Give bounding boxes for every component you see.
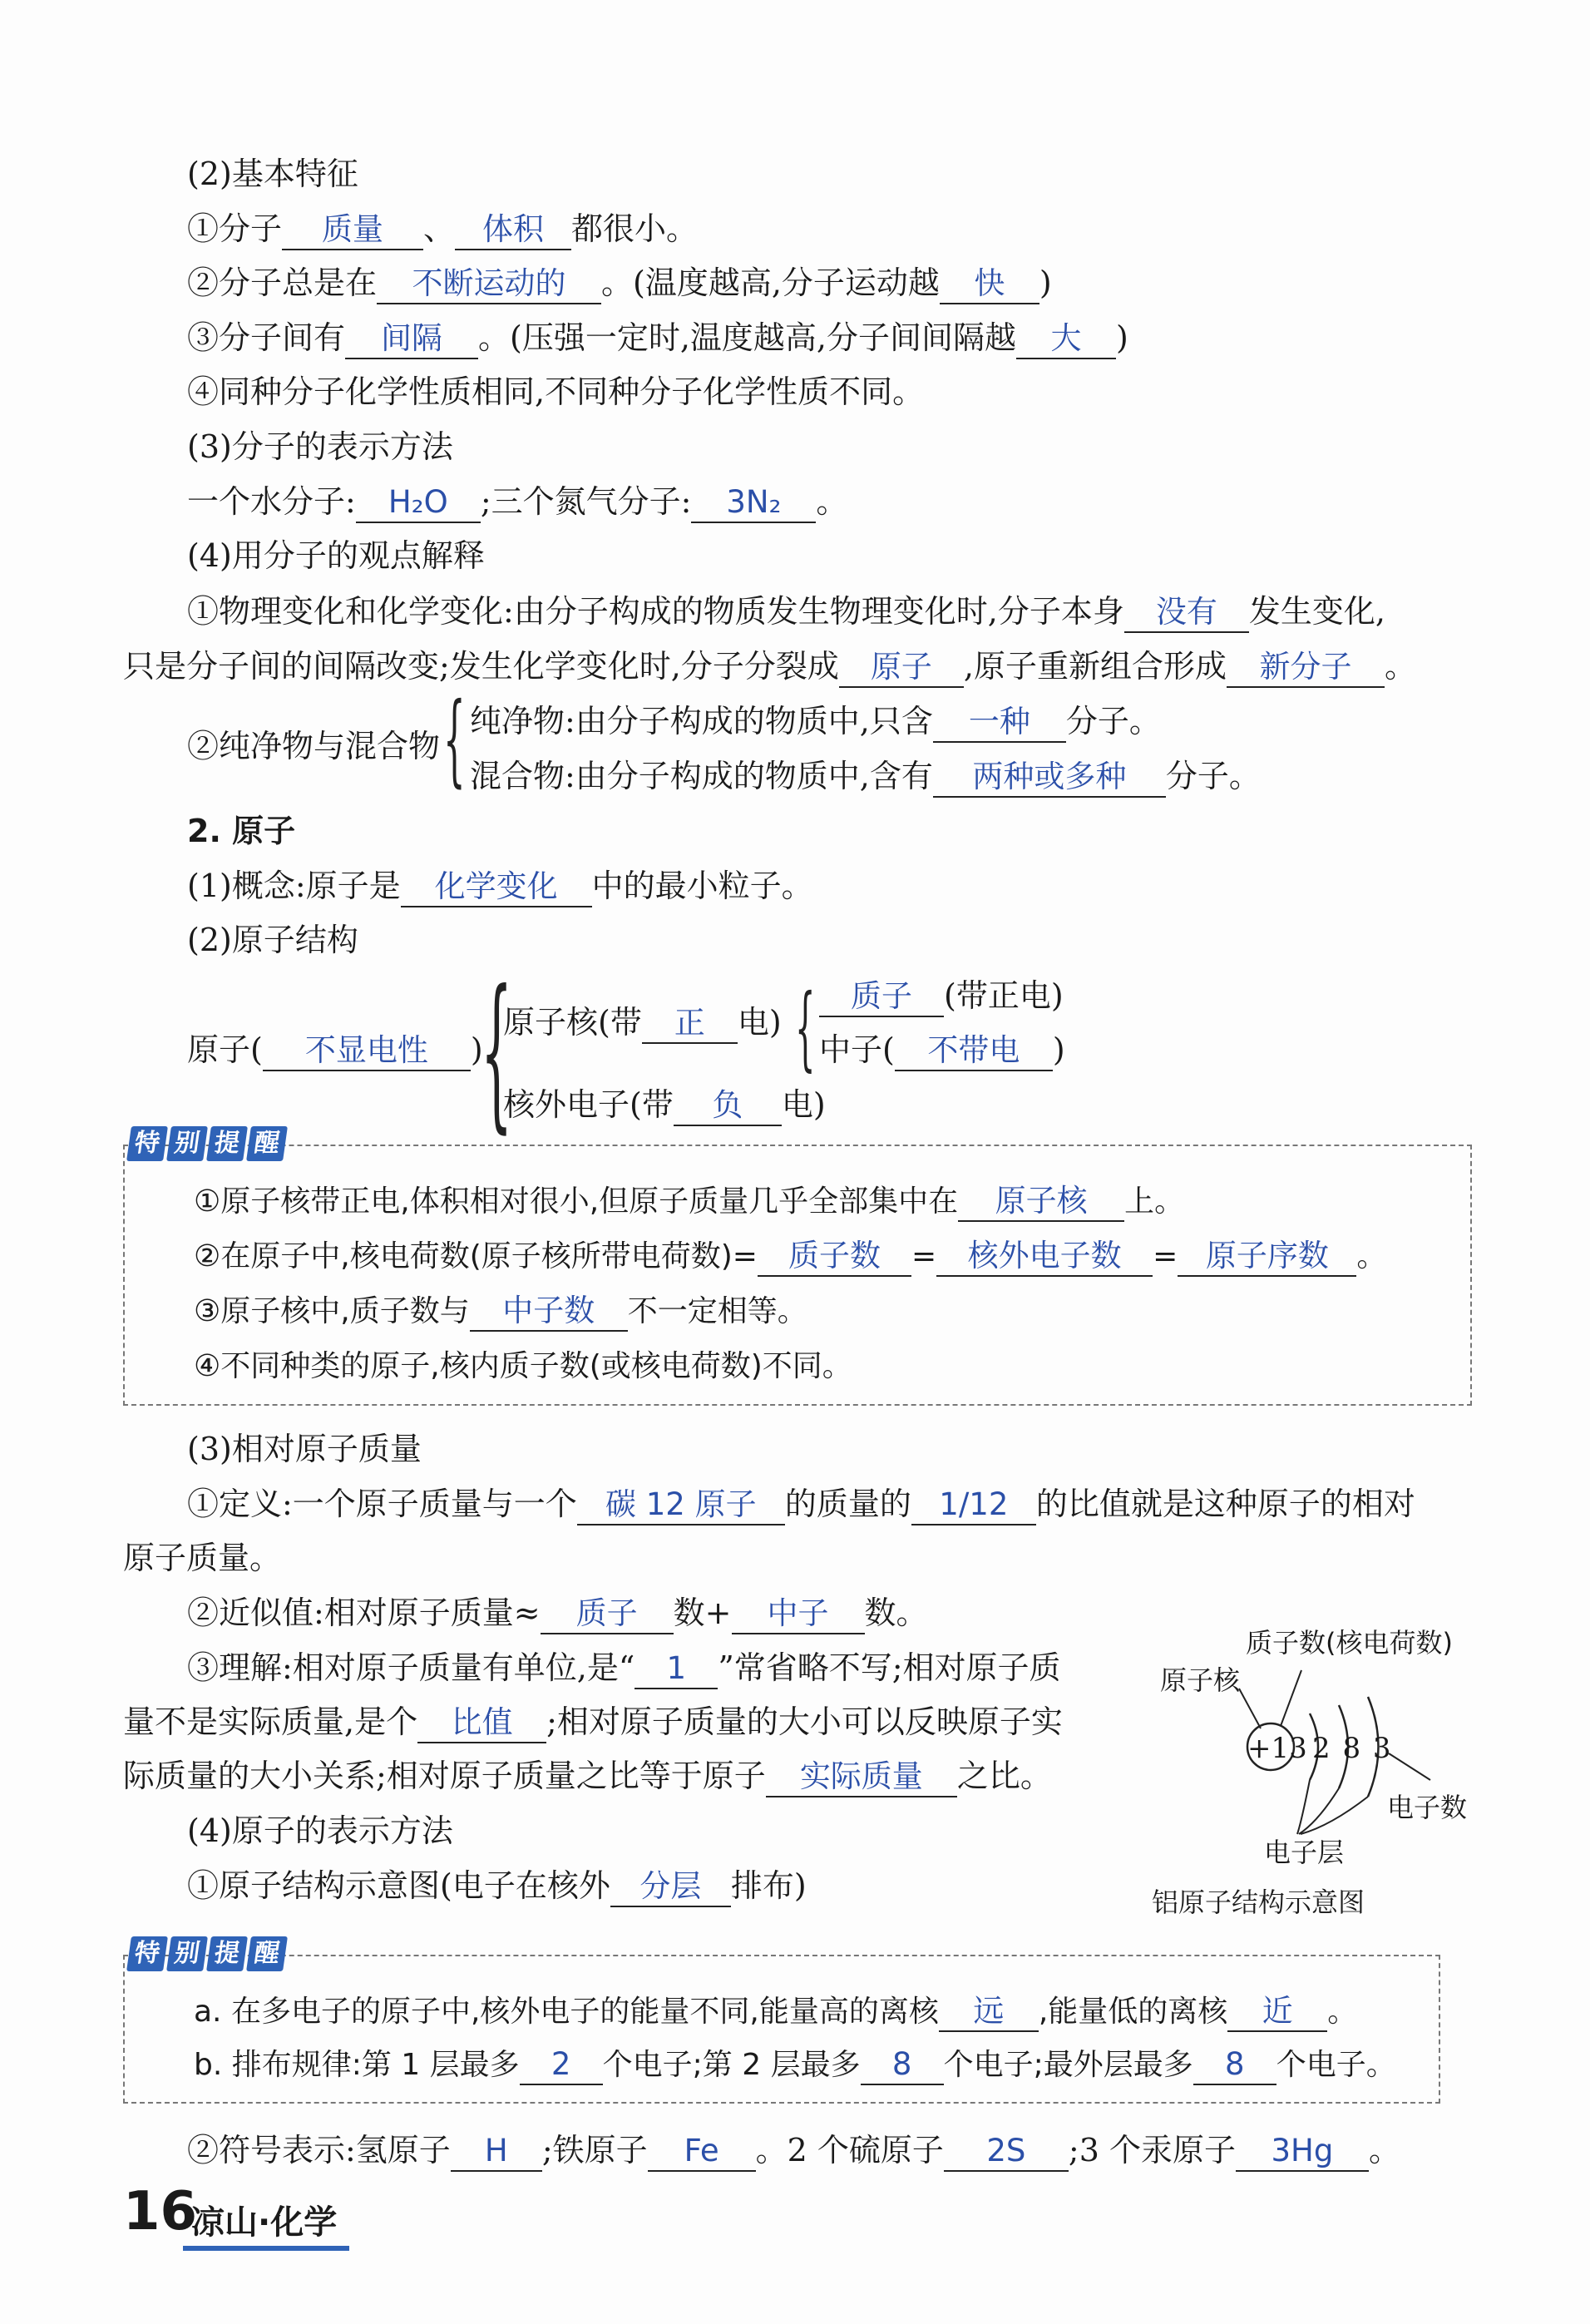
label-pure-mixture: ②纯净物与混合物 xyxy=(187,728,441,764)
line-atom-concept: (1)概念:原子是 化学变化 中的最小粒子。 xyxy=(187,865,813,907)
subsection-atom-structure: (2)原子结构 xyxy=(187,922,358,958)
pointer-shell-1 xyxy=(1297,1780,1310,1834)
line-molecule-gap: ③分子间有 间隔 。(压强一定时,温度越高,分子间间隔越 大 ) xyxy=(187,317,1128,359)
blank-neutron-2: 中子 xyxy=(732,1595,865,1634)
label-proton-number: 质子数(核电荷数) xyxy=(1246,1627,1453,1659)
tip2-line-b: b. 排布规律:第 1 层最多 2 个电子;第 2 层最多 8 个电子;最外层最多 8 个电子。 xyxy=(194,2045,1396,2086)
blank-second-shell: 8 xyxy=(861,2045,944,2085)
atom-root: 原子( 不显电性 ) xyxy=(187,1029,483,1071)
subsection-molecule-notation: (3)分子的表示方法 xyxy=(187,428,453,465)
nucleus-charge: +13 xyxy=(1247,1732,1307,1765)
tip2-line-a: a. 在多电子的原子中,核外电子的能量不同,能量高的离核 远 ,能量低的离核 近 。 xyxy=(194,1991,1357,2033)
line-physical-change: ①物理变化和化学变化:由分子构成的物质发生物理变化时,分子本身 没有 发生变化, xyxy=(187,591,1385,633)
blank-first-shell: 2 xyxy=(520,2045,603,2085)
blank-sulfur: 2S xyxy=(944,2132,1069,2172)
footer-title: 凉山·化学 xyxy=(191,2203,338,2242)
line-molecule-formula: 一个水分子: H₂O ;三个氮气分子: 3N₂ 。 xyxy=(187,481,847,523)
blank-atomic-num: 原子序数 xyxy=(1178,1237,1356,1277)
label-nucleus: 原子核 xyxy=(1160,1664,1241,1696)
page-number: 16 xyxy=(123,2181,198,2242)
line-rel-mass-def: ①定义:一个原子质量与一个 碳 12 原子 的质量的 1/12 的比值就是这种原子的相对 xyxy=(187,1483,1415,1525)
atom-nucleus: 原子核(带 正 电) xyxy=(503,1001,782,1044)
subsection-atom-notation: (4)原子的表示方法 xyxy=(187,1812,453,1849)
tip-tag: 特 别 提 醒 xyxy=(129,1126,285,1161)
subsection-relative-mass: (3)相对原子质量 xyxy=(187,1431,422,1467)
blank-negative: 负 xyxy=(674,1086,782,1126)
line-molecule-motion: ②分子总是在 不断运动的 。(温度越高,分子运动越 快 ) xyxy=(187,262,1052,304)
blank-proton: 质子 xyxy=(819,977,944,1017)
blank-iron: Fe xyxy=(648,2132,756,2172)
blank-electron-num: 核外电子数 xyxy=(936,1237,1153,1277)
section-atom-heading: 2. 原子 xyxy=(187,813,296,849)
atom-electron: 核外电子(带 负 电) xyxy=(503,1084,826,1126)
blank-atom: 原子 xyxy=(839,648,964,688)
line-rel-mass-actual: 际质量的大小关系;相对原子质量之比等于原子 实际质量 之比。 xyxy=(123,1755,1052,1797)
atom-proton: 质子 (带正电) xyxy=(819,975,1064,1017)
line-rel-mass-approx: ②近似值:相对原子质量≈ 质子 数+ 中子 数。 xyxy=(187,1592,928,1634)
subsection-basic-features: (2)基本特征 xyxy=(187,156,358,192)
blank-two-or-more: 两种或多种 xyxy=(933,758,1166,798)
blank-near: 近 xyxy=(1227,1992,1327,2032)
pointer-proton xyxy=(1281,1670,1301,1726)
blank-neutral: 不显电性 xyxy=(263,1031,471,1071)
blank-ratio: 比值 xyxy=(417,1703,546,1743)
tip-line-4: ④不同种类的原子,核内质子数(或核电荷数)不同。 xyxy=(194,1349,852,1383)
blank-mass: 质量 xyxy=(282,210,423,250)
shell-electrons: 2 8 3 xyxy=(1312,1732,1393,1765)
blank-no: 没有 xyxy=(1124,593,1249,633)
blank-fast: 快 xyxy=(940,265,1039,304)
blank-layered: 分层 xyxy=(610,1867,731,1907)
pointer-electron-count xyxy=(1389,1753,1430,1780)
blank-far: 远 xyxy=(939,1992,1039,2032)
line-chemical-change: 只是分子间的间隔改变;发生化学变化时,分子分裂成 原子 ,原子重新组合形成 新分子 。 xyxy=(123,645,1416,688)
brace-atom: { xyxy=(481,955,513,1149)
label-electron-shell: 电子层 xyxy=(1264,1837,1345,1868)
tip-line-2: ②在原子中,核电荷数(原子核所带电荷数)= 质子数 = 核外电子数 = 原子序数 。 xyxy=(194,1236,1386,1278)
line-molecule-small: ①分子 质量 、 体积 都很小。 xyxy=(187,208,698,250)
blank-volume: 体积 xyxy=(455,210,571,250)
blank-gap: 间隔 xyxy=(345,319,478,359)
blank-one-twelfth: 1/12 xyxy=(911,1486,1036,1525)
line-rel-mass-def-2: 原子质量。 xyxy=(123,1540,282,1576)
blank-carbon12: 碳 12 原子 xyxy=(577,1486,785,1525)
blank-no-charge: 不带电 xyxy=(895,1031,1053,1071)
line-symbols: ②符号表示:氢原子 H ;铁原子 Fe 。2 个硫原子 2S ;3 个汞原子 3Hg 。 xyxy=(187,2129,1400,2172)
brace-nucleus: { xyxy=(795,974,816,1080)
line-pure: 纯净物:由分子构成的物质中,只含 一种 分子。 xyxy=(470,700,1161,743)
pointer-shell-3 xyxy=(1301,1797,1368,1834)
blank-large: 大 xyxy=(1016,319,1116,359)
label-electron-count: 电子数 xyxy=(1387,1792,1468,1823)
footer-bar xyxy=(183,2246,349,2251)
blank-one-kind: 一种 xyxy=(933,703,1066,743)
subsection-molecule-view: (4)用分子的观点解释 xyxy=(187,537,485,574)
diagram-caption: 铝原子结构示意图 xyxy=(1152,1886,1365,1918)
tip-line-1: ①原子核带正电,体积相对很小,但原子质量几乎全部集中在 原子核 上。 xyxy=(194,1181,1184,1223)
pointer-nucleus xyxy=(1239,1689,1261,1728)
line-structure-diagram: ①原子结构示意图(电子在核外 分层 排布) xyxy=(187,1865,807,1907)
line-chemical-property: ④同种分子化学性质相同,不同种分子化学性质不同。 xyxy=(187,373,925,410)
blank-actual-mass: 实际质量 xyxy=(766,1758,957,1797)
blank-chemical-change: 化学变化 xyxy=(401,868,592,907)
blank-new-molecule: 新分子 xyxy=(1227,648,1385,688)
line-mixture: 混合物:由分子构成的物质中,含有 两种或多种 分子。 xyxy=(470,755,1261,798)
blank-one: 1 xyxy=(635,1649,718,1689)
atom-neutron: 中子( 不带电 ) xyxy=(819,1029,1065,1071)
blank-motion: 不断运动的 xyxy=(377,265,601,304)
blank-proton-2: 质子 xyxy=(541,1595,674,1634)
tip-tag-2: 特 别 提 醒 xyxy=(129,1936,285,1971)
tip-line-3: ③原子核中,质子数与 中子数 不一定相等。 xyxy=(194,1291,807,1333)
blank-nitrogen: 3N₂ xyxy=(691,483,816,523)
blank-water: H₂O xyxy=(356,483,481,523)
line-rel-mass-ratio: 量不是实际质量,是个 比值 ;相对原子质量的大小可以反映原子实 xyxy=(123,1701,1063,1743)
line-rel-mass-unit: ③理解:相对原子质量有单位,是“ 1 ”常省略不写;相对原子质 xyxy=(187,1647,1061,1689)
blank-neutron-num: 中子数 xyxy=(470,1292,628,1332)
blank-hydrogen: H xyxy=(451,2132,542,2172)
blank-positive: 正 xyxy=(642,1004,738,1044)
blank-outer-shell: 8 xyxy=(1193,2045,1276,2085)
brace-pure-mixture: { xyxy=(443,682,466,798)
blank-proton-num: 质子数 xyxy=(758,1237,911,1277)
blank-nucleus: 原子核 xyxy=(958,1182,1124,1222)
blank-mercury: 3Hg xyxy=(1236,2132,1369,2172)
